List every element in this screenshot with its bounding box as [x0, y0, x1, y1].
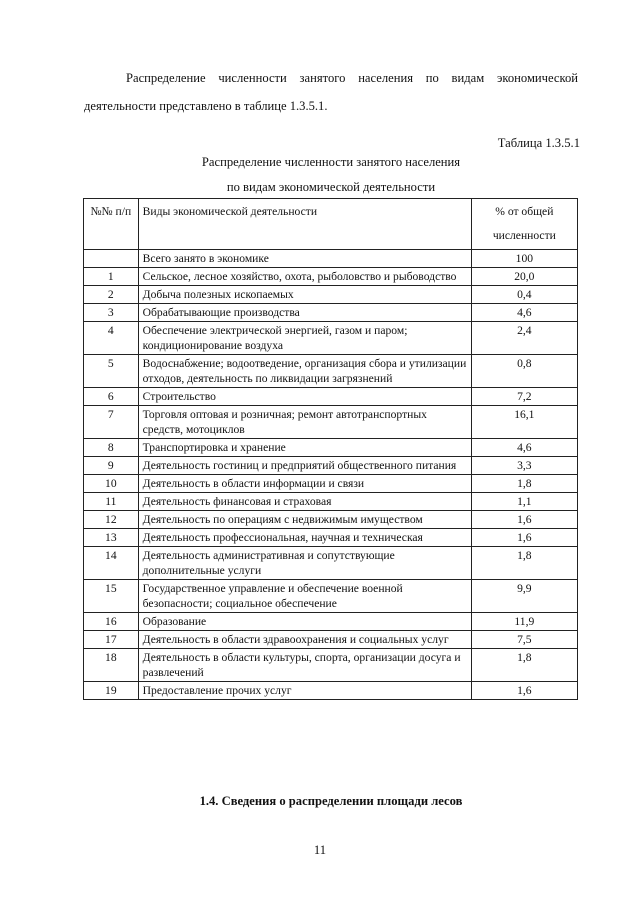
row-activity: Добыча полезных ископаемых [138, 286, 471, 304]
table-row [84, 304, 578, 322]
row-activity: Государственное управление и обеспечение военной безопасности; социальное обеспечение [138, 580, 471, 613]
header-percent: % от общей численности [471, 199, 577, 250]
table-row [84, 631, 578, 649]
row-activity: Деятельность по операциям с недвижимым имуществом [138, 511, 471, 529]
row-percent: 11,9 [471, 613, 577, 631]
row-activity: Деятельность профессиональная, научная и техническая [138, 529, 471, 547]
table-row [84, 286, 578, 304]
row-percent: 0,8 [471, 355, 577, 388]
row-number: 19 [84, 682, 139, 700]
header-number: №№ п/п [84, 199, 139, 250]
row-number: 9 [84, 457, 139, 475]
row-activity: Деятельность в области культуры, спорта, организации досуга и развлечений [138, 649, 471, 682]
row-number: 11 [84, 493, 139, 511]
row-number: 7 [84, 406, 139, 439]
row-number: 3 [84, 304, 139, 322]
row-percent: 1,6 [471, 682, 577, 700]
row-percent: 3,3 [471, 457, 577, 475]
table-row [84, 475, 578, 493]
page-number: 11 [313, 843, 327, 857]
table-row [84, 511, 578, 529]
table-row [84, 493, 578, 511]
row-number: 4 [84, 322, 139, 355]
employment-table [83, 198, 578, 700]
row-number: 14 [84, 547, 139, 580]
table-row [84, 268, 578, 286]
row-percent: 1,8 [471, 475, 577, 493]
row-percent: 4,6 [471, 439, 577, 457]
row-number: 5 [84, 355, 139, 388]
row-activity: Водоснабжение; водоотведение, организация сбора и утилизации отходов, деятельность по ликвидации загрязнений [138, 355, 471, 388]
row-number: 10 [84, 475, 139, 493]
table-row [84, 613, 578, 631]
row-percent: 1,6 [471, 511, 577, 529]
table-row [84, 547, 578, 580]
row-activity: Деятельность в области здравоохранения и социальных услуг [138, 631, 471, 649]
row-percent: 1,8 [471, 649, 577, 682]
row-percent: 4,6 [471, 304, 577, 322]
row-percent: 1,1 [471, 493, 577, 511]
table-row [84, 580, 578, 613]
row-activity: Предоставление прочих услуг [138, 682, 471, 700]
row-activity: Деятельность в области информации и связи [138, 475, 471, 493]
table-row [84, 250, 578, 268]
row-activity: Торговля оптовая и розничная; ремонт автотранспортных средств, мотоциклов [138, 406, 471, 439]
row-number: 18 [84, 649, 139, 682]
row-percent: 7,2 [471, 388, 577, 406]
row-activity: Образование [138, 613, 471, 631]
row-percent: 7,5 [471, 631, 577, 649]
row-percent: 0,4 [471, 286, 577, 304]
table-row [84, 529, 578, 547]
table-row [84, 649, 578, 682]
row-number: 13 [84, 529, 139, 547]
row-number: 8 [84, 439, 139, 457]
row-percent: 20,0 [471, 268, 577, 286]
intro-paragraph: Распределение численности занятого населения по видам экономической деятельности представлено в таблице 1.3.5.1. [84, 71, 578, 113]
table-row [84, 457, 578, 475]
row-activity: Деятельность финансовая и страховая [138, 493, 471, 511]
header-activity: Виды экономической деятельности [138, 199, 471, 250]
row-number: 12 [84, 511, 139, 529]
row-activity: Обеспечение электрической энергией, газом и паром; кондиционирование воздуха [138, 322, 471, 355]
row-activity: Сельское, лесное хозяйство, охота, рыболовство и рыбоводство [138, 268, 471, 286]
table-caption-line-2: по видам экономической деятельности [226, 180, 436, 194]
table-row [84, 388, 578, 406]
row-number: 1 [84, 268, 139, 286]
table-row [84, 355, 578, 388]
table-label: Таблица 1.3.5.1 [497, 136, 580, 150]
row-activity: Всего занято в экономике [138, 250, 471, 268]
row-activity: Транспортировка и хранение [138, 439, 471, 457]
row-number: 17 [84, 631, 139, 649]
table-row [84, 439, 578, 457]
row-percent: 16,1 [471, 406, 577, 439]
table-row [84, 682, 578, 700]
row-number [84, 250, 139, 268]
section-heading: 1.4. Сведения о распределении площади лесов [199, 794, 463, 808]
row-activity: Деятельность гостиниц и предприятий общественного питания [138, 457, 471, 475]
row-percent: 9,9 [471, 580, 577, 613]
table-body [84, 250, 578, 700]
row-number: 15 [84, 580, 139, 613]
row-activity: Обрабатывающие производства [138, 304, 471, 322]
row-activity: Строительство [138, 388, 471, 406]
row-percent: 1,6 [471, 529, 577, 547]
row-number: 16 [84, 613, 139, 631]
row-percent: 1,8 [471, 547, 577, 580]
table-caption-line-1: Распределение численности занятого населения [201, 155, 461, 169]
row-number: 6 [84, 388, 139, 406]
table-header-row [84, 199, 578, 250]
row-number: 2 [84, 286, 139, 304]
table-row [84, 322, 578, 355]
table-row [84, 406, 578, 439]
row-percent: 100 [471, 250, 577, 268]
row-percent: 2,4 [471, 322, 577, 355]
row-activity: Деятельность административная и сопутствующие дополнительные услуги [138, 547, 471, 580]
